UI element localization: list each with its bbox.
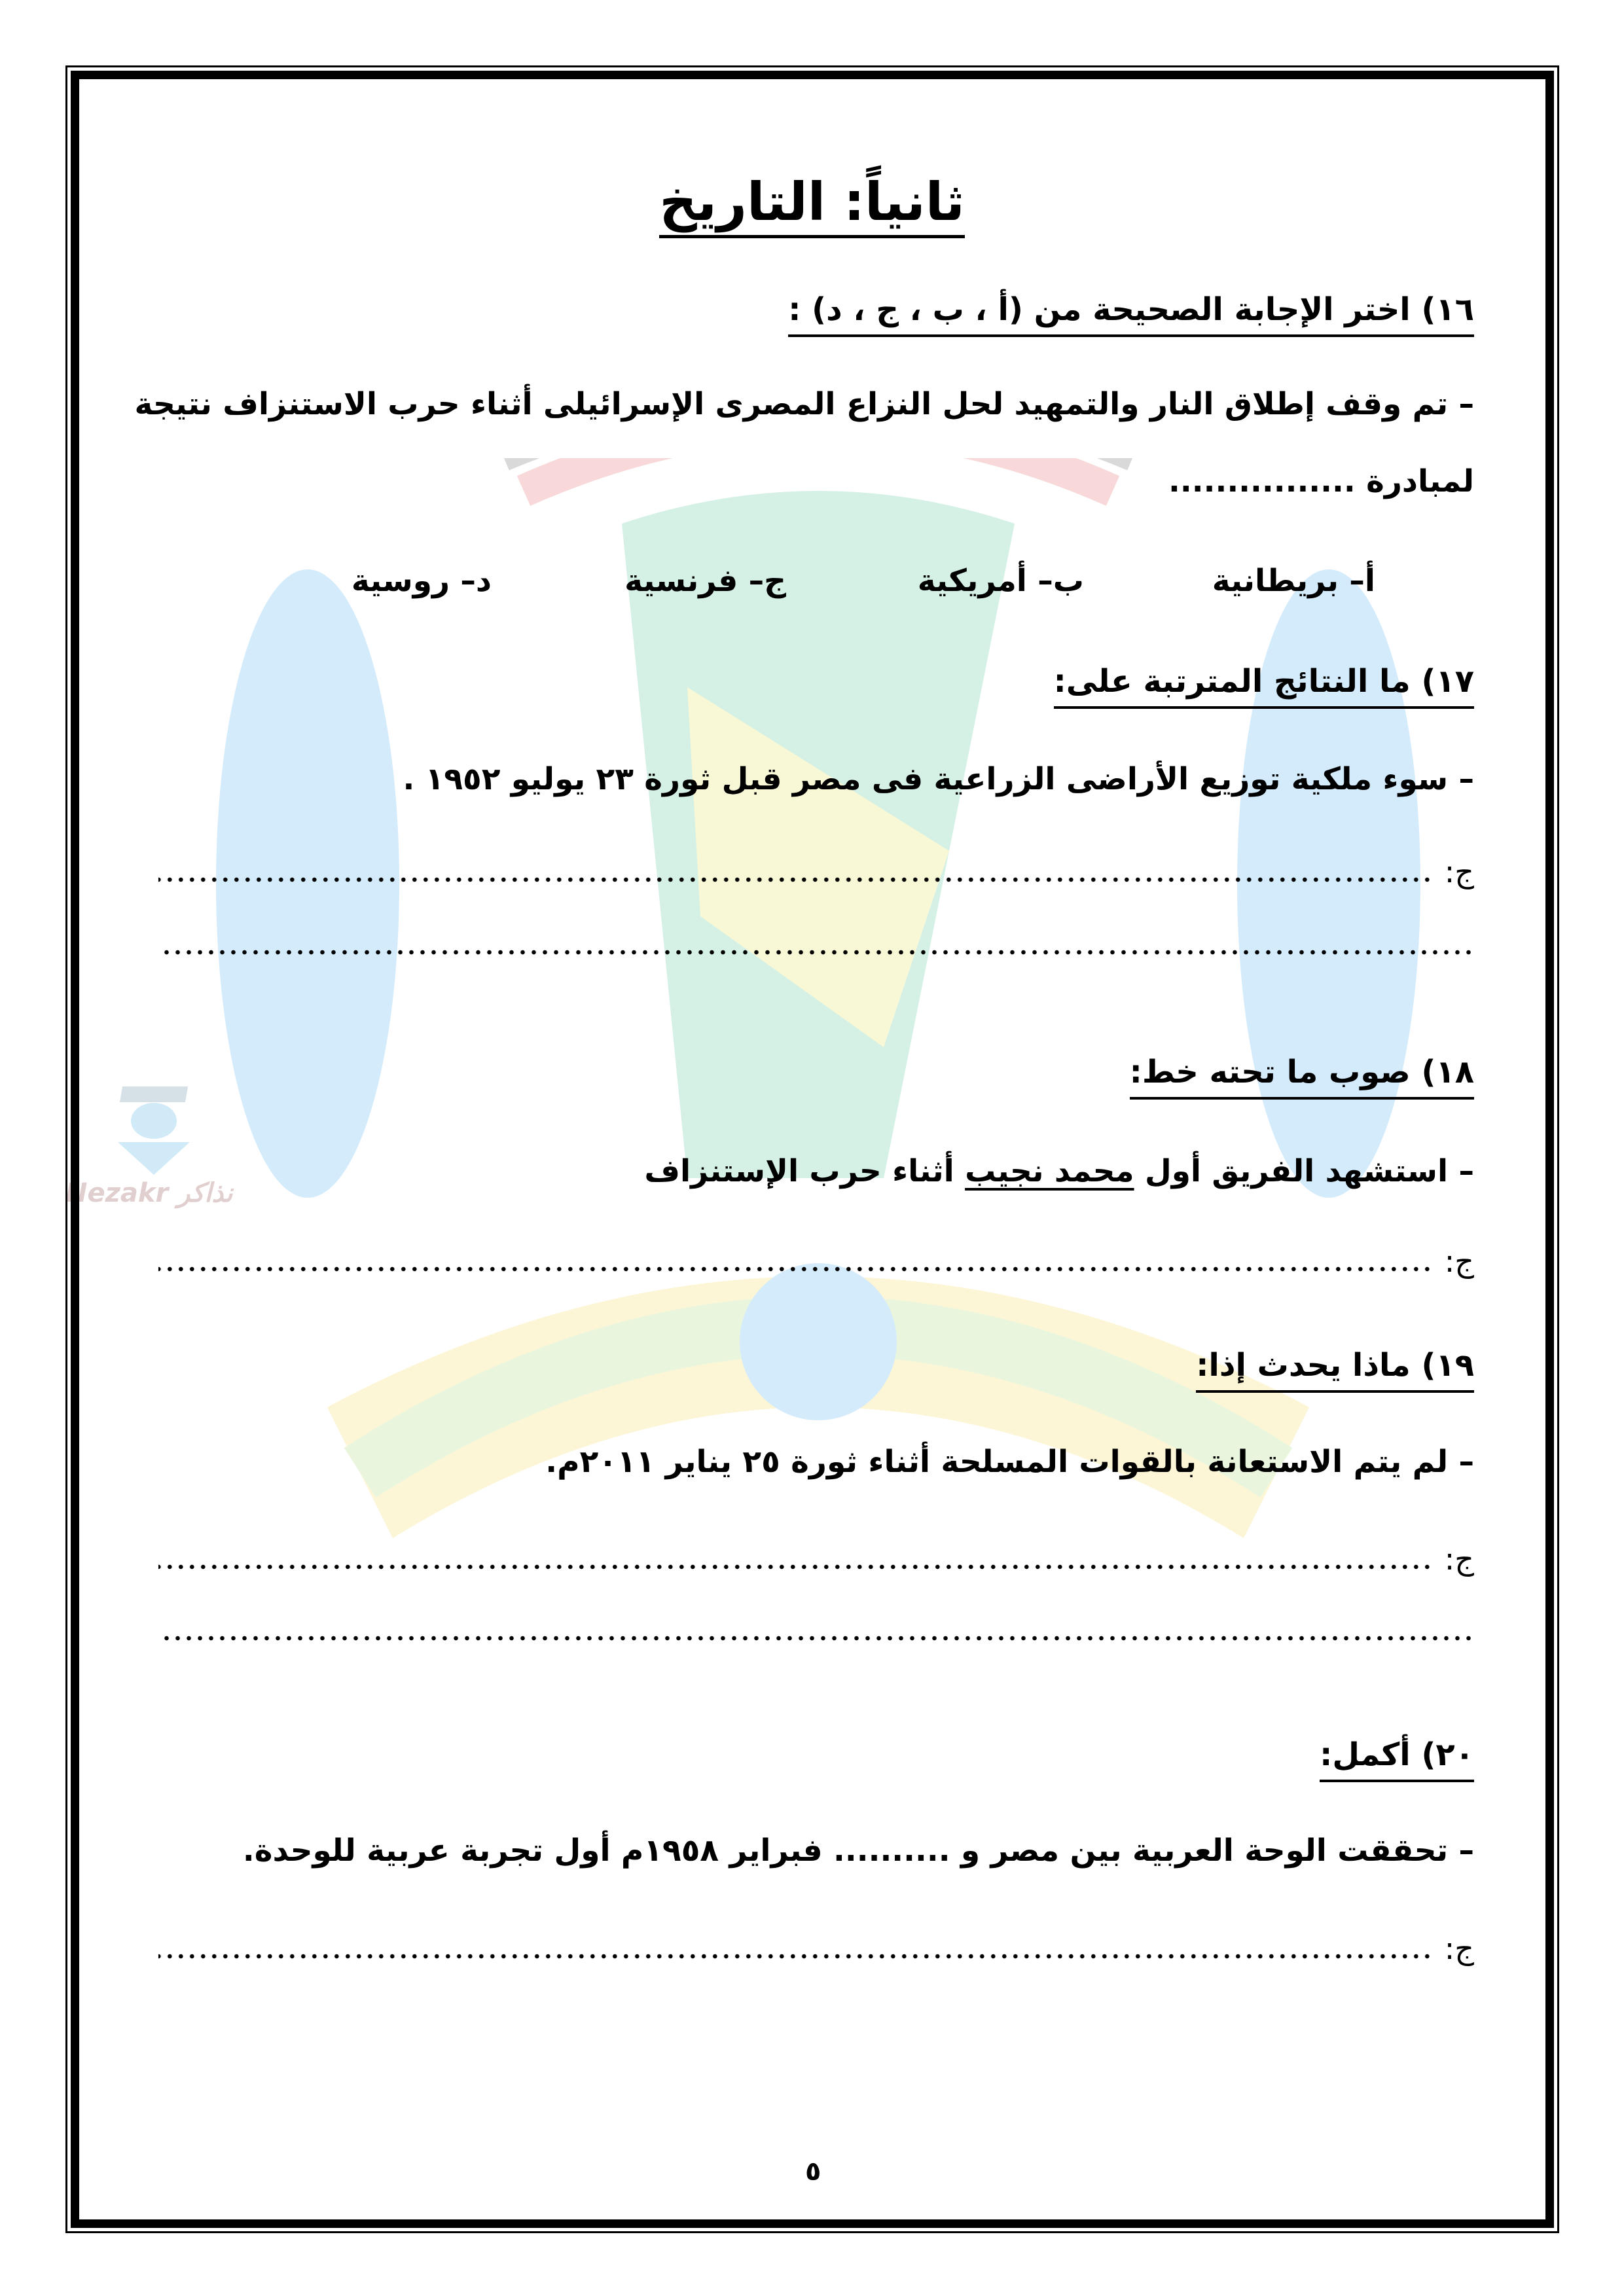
dotted-line <box>158 1635 1474 1641</box>
q16-text-line2: لمبادرة ................ <box>1168 463 1474 499</box>
q16-text-line1: – تم وقف إطلاق النار والتمهيد لحل النزاع المصرى الإسرائيلى أثناء حرب الاستنزاف نتيجة <box>134 386 1474 422</box>
q17-answer-line-2[interactable] <box>158 949 1474 962</box>
q18-answer-line[interactable] <box>158 1244 1474 1279</box>
q16-option-c[interactable]: ج– فرنسية <box>624 563 786 599</box>
q19-answer-line-2[interactable] <box>158 1635 1474 1648</box>
page-number: ٥ <box>805 2157 821 2187</box>
underlined-name: محمد نجيب <box>965 1153 1134 1189</box>
q20-answer-line[interactable] <box>158 1931 1474 1966</box>
dotted-line <box>158 1564 1433 1570</box>
q17-heading: ١٧) ما النتائج المترتبة على: <box>1054 663 1474 700</box>
q16-heading: ١٦) اختر الإجابة الصحيحة من (أ ، ب ، ج ، د) : <box>788 291 1474 328</box>
answer-label: ج: <box>1444 1931 1474 1966</box>
q17-answer-line[interactable] <box>158 854 1474 889</box>
answer-label: ج: <box>1444 854 1474 889</box>
watermark-text: Nezakr نذاكر <box>65 1178 233 1208</box>
answer-label: ج: <box>1444 1541 1474 1577</box>
page-title: ثانياً: التاريخ <box>0 171 1624 232</box>
q20-heading: ٢٠) أكمل: <box>1320 1736 1474 1773</box>
q18-heading: ١٨) صوب ما تحته خط: <box>1130 1054 1474 1090</box>
dotted-line <box>158 1953 1433 1960</box>
q16-option-a[interactable]: أ– بريطانية <box>1212 563 1375 599</box>
q19-answer-line[interactable] <box>158 1541 1474 1577</box>
q16-option-b[interactable]: ب– أمريكية <box>917 563 1084 599</box>
dotted-line <box>158 949 1474 956</box>
dotted-line <box>158 876 1433 883</box>
q20-text: – تحققت الوحة العربية بين مصر و .......... فبراير ١٩٥٨م أول تجربة عربية للوحدة. <box>242 1833 1474 1869</box>
q16-option-d[interactable]: د– روسية <box>351 563 492 599</box>
q19-text: – لم يتم الاستعانة بالقوات المسلحة أثناء ثورة ٢٥ يناير ٢٠١١م. <box>545 1444 1474 1480</box>
answer-label: ج: <box>1444 1244 1474 1279</box>
q17-text: – سوء ملكية توزيع الأراضى الزراعية فى مصر قبل ثورة ٢٣ يوليو ١٩٥٢ . <box>403 761 1474 797</box>
q18-text: – استشهد الفريق أول محمد نجيب أثناء حرب الإستنزاف <box>644 1153 1474 1189</box>
dotted-line <box>158 1266 1433 1272</box>
q19-heading: ١٩) ماذا يحدث إذا: <box>1196 1347 1474 1384</box>
